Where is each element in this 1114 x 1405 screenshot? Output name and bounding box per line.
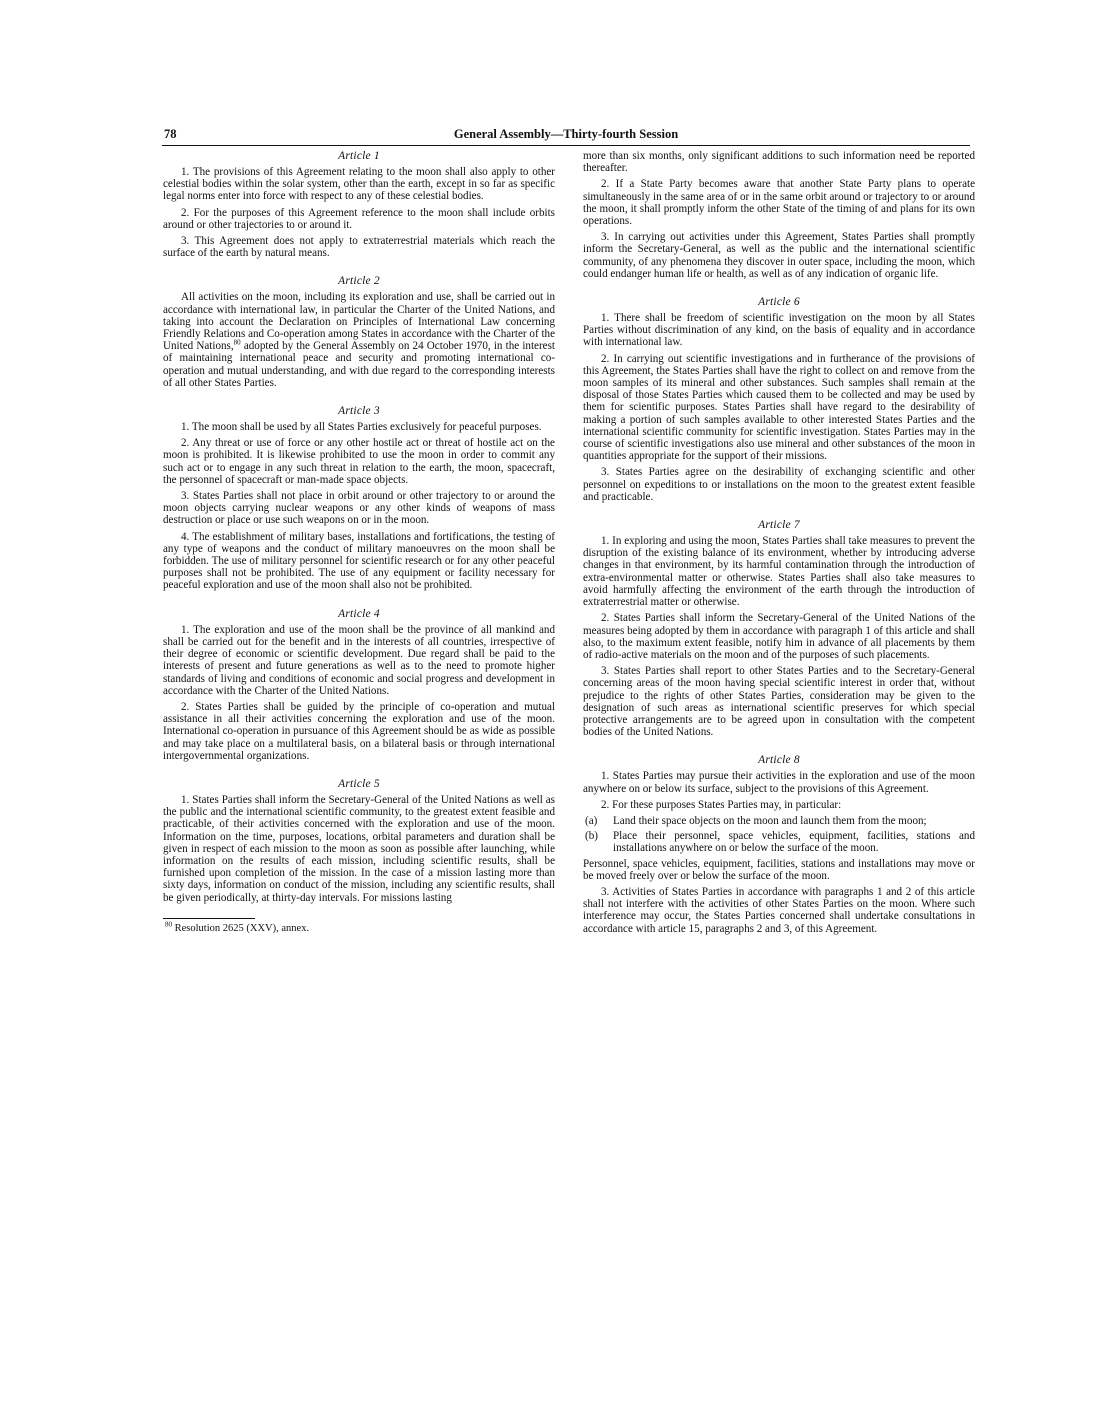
article-7-para-3: 3. States Parties shall report to other States Parties and to the Secretary-General concerning areas of the moon having special scientific interest in order that, without prejudice to the rights of other States Parties, consideration may be given to the designation of such areas as international scientific preserves for which special protective arrangements are to be agreed upon in consultation with the competent bodies of the United Nations. xyxy=(583,665,975,739)
article-5-heading: Article 5 xyxy=(338,777,380,790)
article-8-item-a xyxy=(583,815,975,827)
article-1-para-2: 2. For the purposes of this Agreement reference to the moon shall include orbits around or other trajectories to or around it. xyxy=(163,206,555,231)
article-8-para-2-continued: Personnel, space vehicles, equipment, facilities, stations and installations may move or be moved freely over or below the surface of the moon. xyxy=(583,857,975,882)
article-6-heading: Article 6 xyxy=(758,296,800,309)
article-3-para-2: 2. Any threat or use of force or any other hostile act or threat of hostile act on the moon is prohibited. It is likewise prohibited to use the moon in order to commit any such act or to engage in any such threat in relation to the earth, the moon, spacecraft, the personnel of spacecraft or man-made space objects. xyxy=(163,437,555,486)
right-column xyxy=(583,150,975,939)
item-label: (a) xyxy=(585,814,598,827)
article-3-para-3: 3. States Parties shall not place in orbit around or other trajectory to or around the moon objects carrying nuclear weapons or any other kinds of weapons of mass destruction or place or use such weapons on or in the moon. xyxy=(163,490,555,527)
item-label: (b) xyxy=(585,830,598,843)
page-header xyxy=(162,127,970,146)
footnote: $^{80}$ Resolution 2625 (XXV), annex. xyxy=(165,920,310,934)
article-3-heading: Article 3 xyxy=(338,405,380,418)
article-5-para-1: 1. States Parties shall inform the Secretary-General of the United Nations as well as the public and the international scientific community, to the greatest extent feasible and practicable, of their activities concerned with the exploration and use of the moon. Information on the time, purposes, locations, orbital parameters and duration shall be given in respect of each mission to the moon as soon as possible after launching, while information on the results of each mission, including scientific results, shall be furnished upon completion of the mission. In the case of a mission lasting more than sixty days, information on conduct of the mission, including any scientific results, shall be given periodically, at thirty-day intervals. For missions lasting xyxy=(163,793,555,904)
article-8-para-2: 2. For these purposes States Parties may, in particular: xyxy=(601,798,842,811)
article-7-heading: Article 7 xyxy=(758,519,800,532)
item-text: Place their personnel, space vehicles, equipment, facilities, stations and installations anywhere on or below the surface of the moon. xyxy=(613,830,975,855)
running-title: General Assembly—Thirty-fourth Session xyxy=(453,127,679,141)
article-3-para-1: 1. The moon shall be used by all States Parties exclusively for peaceful purposes. xyxy=(181,421,542,434)
article-8-item-b xyxy=(583,830,975,854)
article-1-heading: Article 1 xyxy=(338,150,380,162)
article-5-para-1-continued: more than six months, only significant additions to such information need be reported thereafter. xyxy=(583,150,975,175)
left-column xyxy=(163,150,555,935)
article-5-para-3: 3. In carrying out activities under this Agreement, States Parties shall promptly inform the Secretary-General, as well as the public and the international scientific community, of any phenomena they discover in outer space, including the moon, which could endanger human life or health, as well as of any indication of organic life. xyxy=(583,231,975,280)
article-8-heading: Article 8 xyxy=(758,754,800,767)
article-4-para-1: 1. The exploration and use of the moon shall be the province of all mankind and shall be carried out for the benefit and in the interests of all countries, irrespective of their degree of economic or scientific development. Due regard shall be paid to the interests of present and future generations as well as to the need to promote higher standards of living and conditions of economic and social progress and development in accordance with the Charter of the United Nations. xyxy=(163,623,555,697)
article-3-para-4: 4. The establishment of military bases, installations and fortifications, the testing of any type of weapons and the conduct of military manoeuvres on the moon shall be forbidden. The use of military personnel for scientific research or for any other peaceful purposes shall not be prohibited. The use of any equipment or facility necessary for peaceful exploration and use of the moon shall also not be prohibited. xyxy=(163,530,555,592)
article-7-para-1: 1. In exploring and using the moon, States Parties shall take measures to prevent the disruption of the existing balance of its environment, whether by introducing adverse changes in that environment, by its harmful contamination through the introduction of extra-environmental matter or otherwise. States Parties shall also take measures to avoid harmfully affecting the environment of the earth through the introduction of extraterrestrial matter or otherwise. xyxy=(583,535,975,609)
article-2-heading: Article 2 xyxy=(338,275,380,288)
article-8-para-1: 1. States Parties may pursue their activities in the exploration and use of the moon anywhere on or below its surface, subject to the provisions of this Agreement. xyxy=(583,770,975,795)
footnote-mark: 80 xyxy=(165,920,172,929)
article-8-para-3: 3. Activities of States Parties in accordance with paragraphs 1 and 2 of this article shall not interfere with the activities of other States Parties on the moon. Where such interference may occur, the States Parties concerned shall undertake consultations in accordance with article 15, paragraphs 2 and 3, of this Agreement. xyxy=(583,885,975,935)
footnote-rule xyxy=(163,918,255,919)
article-6-para-3: 3. States Parties agree on the desirability of exchanging scientific and other personnel on expeditions to or installations on the moon to the greatest extent feasible and practicable. xyxy=(583,466,975,503)
article-1-para-3: 3. This Agreement does not apply to extraterrestrial materials which reach the surface of the earth by natural means. xyxy=(163,235,555,260)
article-6-para-2: 2. In carrying out scientific investigations and in furtherance of the provisions of this Agreement, the States Parties shall have the right to collect on and remove from the moon samples of its mineral and other substances. Such samples shall remain at the disposal of those States Parties which caused them to be collected and may be used by them for scientific purposes. States Parties shall have regard to the desirability of making a portion of such samples available to other interested States Parties and the international scientific community for scientific investigation. States Parties may in the course of scientific investigations also use mineral and other substances of the moon in quantities appropriate for the support of their missions. xyxy=(583,352,975,463)
article-6-para-1: 1. There shall be freedom of scientific investigation on the moon by all States Parties without discrimination of any kind, on the basis of equality and in accordance with international law. xyxy=(583,312,975,349)
article-4-para-2: 2. States Parties shall be guided by the principle of co-operation and mutual assistance in all their activities concerning the exploration and use of the moon. International co-operation in pursuance of this Agreement should be as wide as possible and may take place on a multilateral basis, on a bilateral basis or through international intergovernmental organizations. xyxy=(163,700,555,762)
article-1-para-1: 1. The provisions of this Agreement relating to the moon shall also apply to other celestial bodies within the solar system, other than the earth, except in so far as specific legal norms enter into force with respect to any of these celestial bodies. xyxy=(163,166,555,203)
article-7-para-2: 2. States Parties shall inform the Secretary-General of the United Nations of the measures being adopted by them in accordance with paragraph 1 of this article and shall also, to the maximum extent feasible, notify him in advance of all placements by them of radio-active materials on the moon and of the purposes of such placements. xyxy=(583,612,975,661)
item-text: Land their space objects on the moon and launch them from the moon; xyxy=(613,814,927,827)
article-5-para-2: 2. If a State Party becomes aware that another State Party plans to operate simultaneously in the same area of or in the same orbit around or trajectory to or around the moon, it shall promptly inform the other State of the timing of and plans for its own operations. xyxy=(583,178,975,228)
article-4-heading: Article 4 xyxy=(338,607,380,620)
article-2-para-1: All activities on the moon, including its exploration and use, shall be carried out in accordance with international law, in particular the Charter of the United Nations, and taking into account the Declaration on Principles of International Law concerning Friendly Relations and Co-operation among States in accordance with the Charter of the United Nations,$^{80}$ adopted by the General Assembly on 24 October 1970, in the interest of maintaining international peace and security and promoting international co-operation and mutual understanding, and with due regard to the corresponding interests of all other States Parties. xyxy=(163,291,555,389)
page-number: 78 xyxy=(164,127,177,141)
footnote-reference: 80 xyxy=(233,338,241,347)
